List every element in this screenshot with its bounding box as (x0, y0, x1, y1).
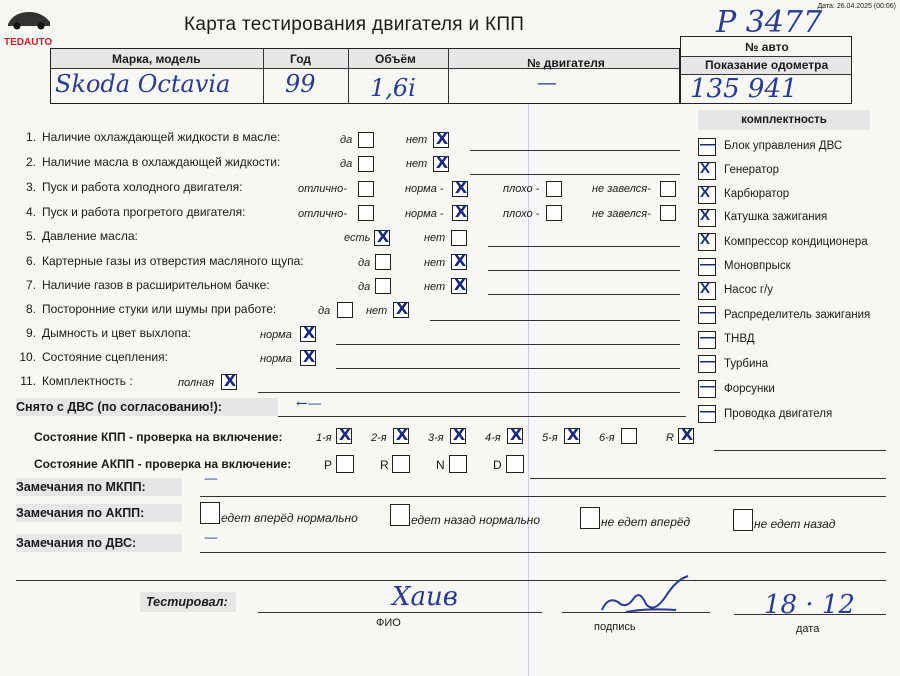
q7-yes-label: да (358, 281, 371, 293)
akpp-r-label: R (380, 458, 389, 472)
removed-value: ←— (296, 396, 322, 412)
kit-tnvd-label: ТНВД (724, 333, 755, 345)
kit-carburetor-checkbox[interactable]: X (698, 186, 716, 204)
question-4: 4. Пуск и работа прогретого двигателя: (25, 205, 246, 219)
q8-yes-checkbox[interactable] (337, 302, 353, 318)
kit-ecu-checkbox[interactable]: — (698, 138, 716, 156)
kpp-gear-5-checkbox[interactable]: X (564, 428, 580, 444)
kit-wiring-checkbox[interactable]: — (698, 405, 716, 423)
col-volume: Объём (375, 52, 416, 66)
q8-no-checkbox[interactable]: X (393, 302, 409, 318)
q4-normal-checkbox[interactable]: X (452, 205, 468, 221)
date-value: 18 · 12 (764, 590, 855, 620)
q3-excellent-checkbox[interactable] (358, 181, 374, 197)
kit-carburetor-label: Карбюратор (724, 188, 790, 200)
signature (596, 570, 696, 626)
akpp-backward-ok-checkbox[interactable] (390, 504, 410, 526)
date-stamp: Дата: 26.04.2025 (00:06) (817, 3, 896, 10)
q2-no-label: нет (406, 158, 428, 170)
kit-distributor-checkbox[interactable]: — (698, 306, 716, 324)
akpp-forward-ok-checkbox[interactable] (200, 502, 220, 524)
q4-nostart-checkbox[interactable] (660, 205, 676, 221)
q10-normal-label: норма (260, 353, 292, 365)
kpp-gear-4-label: 4-я (485, 432, 501, 444)
q4-nostart-label: не завелся- (592, 208, 651, 220)
kit-generator-checkbox[interactable]: X (698, 162, 716, 180)
question-11: 11. Комплектность : (20, 374, 133, 388)
kit-monoinjection-checkbox[interactable]: — (698, 258, 716, 276)
col-auto-no: № авто (745, 40, 789, 54)
col-engine-no: № двигателя (527, 56, 605, 70)
q10-normal-checkbox[interactable]: X (300, 350, 316, 366)
kit-distributor-label: Распределитель зажигания (724, 309, 871, 321)
col-odometer: Показание одометра (705, 58, 829, 72)
make-value: Skoda Octavia (55, 70, 231, 98)
logo (4, 4, 54, 48)
q7-no-checkbox[interactable]: X (451, 278, 467, 294)
kpp-gear-1-label: 1-я (316, 432, 332, 444)
volume-value: 1,6i (370, 74, 416, 102)
akpp-n-label: N (436, 458, 445, 472)
q3-bad-checkbox[interactable] (546, 181, 562, 197)
kit-wiring-label: Проводка двигателя (724, 408, 833, 420)
q8-yes-label: да (318, 305, 331, 317)
kit-ecu-label: Блок управления ДВС (724, 140, 843, 152)
akpp-p-label: P (324, 458, 333, 472)
question-2: 2. Наличие масла в охлаждающей жидкости: (25, 155, 281, 169)
q7-no-label: нет (424, 281, 446, 293)
car-logo-icon (4, 4, 54, 30)
kpp-gear-r-label: R (666, 432, 674, 444)
q6-yes-checkbox[interactable] (375, 254, 391, 270)
kit-tnvd-checkbox[interactable]: — (698, 331, 716, 349)
akpp-label: Состояние АКПП - проверка на включение: (34, 457, 292, 471)
q5-exists-checkbox[interactable]: X (374, 230, 390, 246)
kpp-gear-4-checkbox[interactable]: X (507, 428, 523, 444)
q4-normal-label: норма - (405, 208, 444, 220)
kit-generator-label: Генератор (724, 164, 780, 176)
kpp-gear-3-checkbox[interactable]: X (450, 428, 466, 444)
remarks-mkpp-value: — (204, 471, 218, 487)
q11-full-checkbox[interactable]: X (221, 374, 237, 390)
q5-no-label: нет (424, 232, 446, 244)
question-1: 1. Наличие охлаждающей жидкости в масле: (25, 130, 281, 144)
q3-nostart-label: не завелся- (592, 183, 651, 195)
q4-bad-label: плохо - (503, 208, 540, 220)
q2-yes-checkbox[interactable] (358, 156, 374, 172)
q3-nostart-checkbox[interactable] (660, 181, 676, 197)
kit-turbo-checkbox[interactable]: — (698, 355, 716, 373)
kit-monoinjection-label: Моновпрыск (724, 260, 791, 272)
q4-excellent-label: отлично- (298, 208, 347, 220)
kit-header: комплектность (698, 110, 870, 130)
kpp-gear-2-checkbox[interactable]: X (393, 428, 409, 444)
kit-turbo-label: Турбина (724, 358, 769, 370)
kit-injectors-checkbox[interactable]: — (698, 380, 716, 398)
kpp-gear-6-label: 6-я (599, 432, 615, 444)
kit-coil-checkbox[interactable]: X (698, 209, 716, 227)
q9-normal-checkbox[interactable]: X (300, 326, 316, 342)
q2-no-checkbox[interactable]: X (433, 156, 449, 172)
q2-yes-label: да (340, 158, 353, 170)
q3-excellent-label: отлично- (298, 183, 347, 195)
kpp-label: Состояние КПП - проверка на включение: (34, 430, 283, 444)
akpp-p-checkbox[interactable] (336, 455, 354, 473)
question-10: 10. Состояние сцепления: (19, 350, 168, 364)
date-label: дата (796, 623, 820, 635)
year-value: 99 (285, 70, 316, 98)
question-6: 6. Картерные газы из отверстия масляного щупа: (25, 254, 304, 268)
q3-bad-label: плохо - (503, 183, 540, 195)
akpp-r-checkbox[interactable] (392, 455, 410, 473)
akpp-forward-ok-label: едет вперёд нормально (221, 511, 358, 525)
fio-label: ФИО (376, 617, 401, 629)
akpp-no-forward-checkbox[interactable] (580, 507, 600, 529)
akpp-d-label: D (493, 458, 502, 472)
q1-no-label: нет (406, 134, 428, 146)
q3-normal-label: норма - (405, 183, 444, 195)
kpp-gear-5-label: 5-я (542, 432, 558, 444)
q3-normal-checkbox[interactable]: X (452, 181, 468, 197)
q11-full-label: полная (178, 377, 215, 389)
fio-value: Хаив (392, 582, 458, 612)
question-9: 9. Дымность и цвет выхлопа: (25, 326, 191, 340)
remarks-akpp-label: Замечания по АКПП: (16, 504, 182, 522)
remarks-dvs-label: Замечания по ДВС: (16, 534, 182, 552)
question-3: 3. Пуск и работа холодного двигателя: (25, 180, 243, 194)
q6-no-label: нет (424, 257, 446, 269)
q9-normal-label: норма (260, 329, 292, 341)
remarks-dvs-value: — (204, 530, 218, 546)
kit-ac-compressor-checkbox[interactable]: X (698, 233, 716, 251)
kpp-gear-r-checkbox[interactable]: X (678, 428, 694, 444)
q4-excellent-checkbox[interactable] (358, 205, 374, 221)
removed-label: Снято с ДВС (по согласованию!): (16, 398, 278, 416)
odometer-value: 135 941 (690, 74, 798, 104)
page-title: Карта тестирования двигателя и КПП (184, 14, 525, 35)
kit-injectors-label: Форсунки (724, 383, 775, 395)
engine-no-value: — (537, 70, 557, 94)
q5-no-checkbox[interactable] (451, 230, 467, 246)
kpp-gear-1-checkbox[interactable]: X (336, 428, 352, 444)
q7-yes-checkbox[interactable] (375, 278, 391, 294)
question-7: 7. Наличие газов в расширительном бачке: (25, 278, 270, 292)
sign-label: подпись (594, 621, 636, 633)
tested-by-label: Тестировал: (140, 592, 236, 612)
akpp-d-checkbox[interactable] (506, 455, 524, 473)
akpp-no-backward-label: не едет назад (754, 517, 836, 531)
q5-exists-label: есть (344, 232, 371, 244)
q6-yes-label: да (358, 257, 371, 269)
kpp-gear-3-label: 3-я (428, 432, 444, 444)
col-year: Год (290, 52, 311, 66)
kit-coil-label: Катушка зажигания (724, 211, 828, 223)
q6-no-checkbox[interactable]: X (451, 254, 467, 270)
q8-no-label: нет (366, 305, 388, 317)
akpp-no-backward-checkbox[interactable] (733, 509, 753, 531)
kit-ps-pump-label: Насос г/у (724, 284, 774, 296)
akpp-backward-ok-label: едет назад нормально (411, 513, 541, 527)
kit-ac-compressor-label: Компрессор кондиционера (724, 236, 868, 248)
handwritten-ref: Р 3477 (716, 5, 823, 40)
akpp-n-checkbox[interactable] (449, 455, 467, 473)
kit-ps-pump-checkbox[interactable]: X (698, 282, 716, 300)
akpp-no-forward-label: не едет вперёд (601, 515, 691, 529)
col-make: Марка, модель (112, 52, 201, 66)
q1-no-checkbox[interactable]: X (433, 132, 449, 148)
remarks-mkpp-label: Замечания по МКПП: (16, 478, 182, 496)
question-5: 5. Давление масла: (25, 229, 138, 243)
q1-yes-checkbox[interactable] (358, 132, 374, 148)
q1-yes-label: да (340, 134, 353, 146)
kpp-gear-2-label: 2-я (371, 432, 387, 444)
q4-bad-checkbox[interactable] (546, 205, 562, 221)
logo-text: TEDAUTO (4, 37, 53, 48)
kpp-gear-6-checkbox[interactable] (621, 428, 637, 444)
question-8: 8. Посторонние стуки или шумы при работе: (25, 302, 277, 316)
